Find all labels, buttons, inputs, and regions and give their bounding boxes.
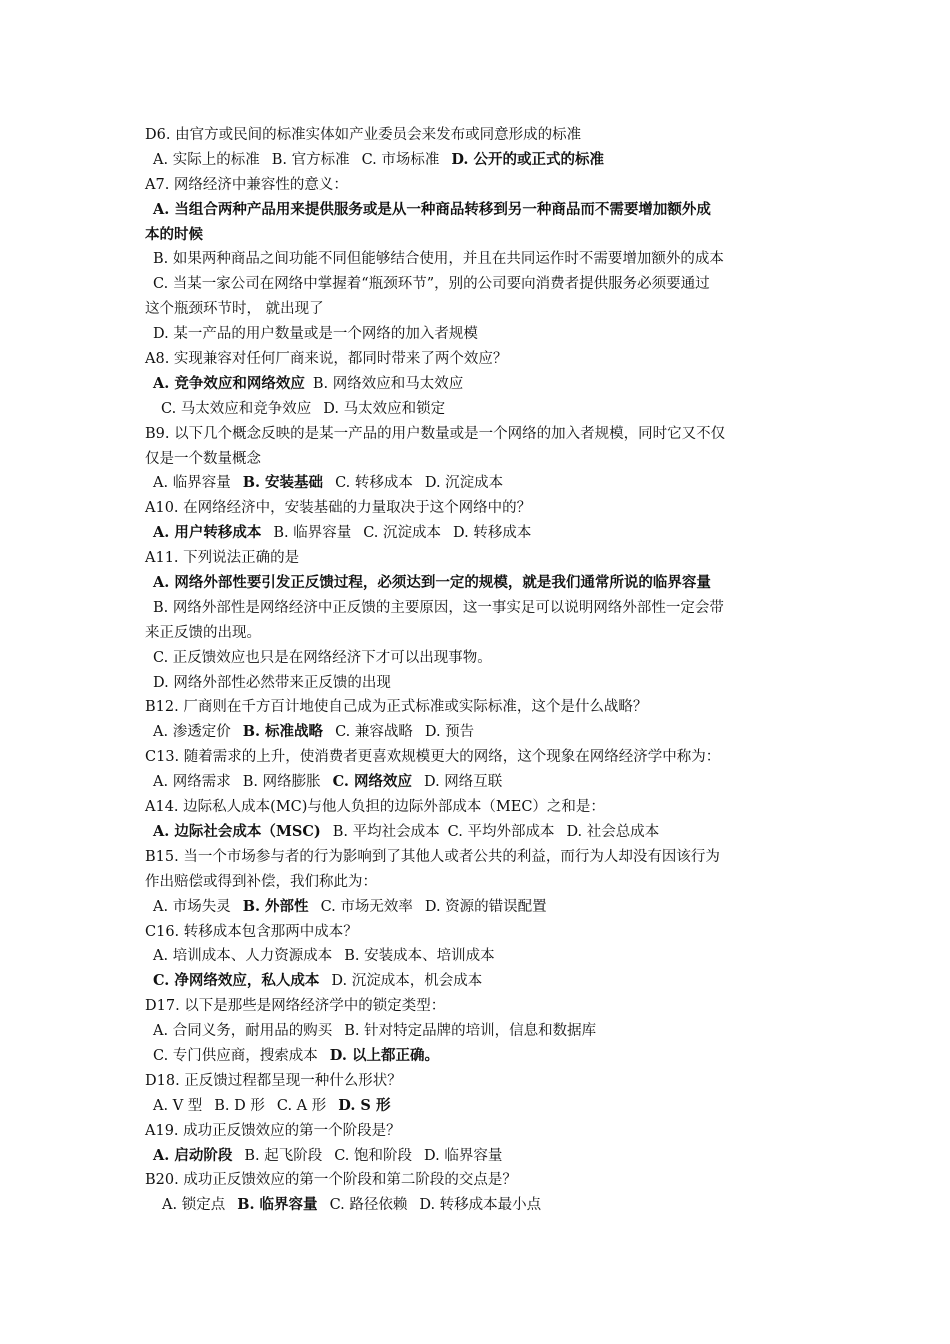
question-10: A10. 在网络经济中，安装基础的力量取决于这个网络中的？ (145, 500, 532, 517)
options-14: A. 边际社会成本（MSC) B. 平均社会成本 C. 平均外部成本 D. 社会总成本 (153, 822, 660, 840)
options-12: A. 渗透定价 B. 标准战略 C. 兼容战略 D. 预告 (153, 723, 475, 741)
correct-answer: A. 竞争效应和网络效应 (153, 374, 305, 392)
options-8-cd: C. 马太效应和竞争效应 D. 马太效应和锁定 (161, 400, 446, 417)
options-13: A. 网络需求 B. 网络膨胀 C. 网络效应 D. 网络互联 (153, 773, 503, 791)
question-19: A19. 成功正反馈效应的第一个阶段是？ (145, 1122, 401, 1139)
options-9: A. 临界容量 B. 安装基础 C. 转移成本 D. 沉淀成本 (153, 474, 504, 492)
option-b-11-continued: 来正反馈的出现。 (145, 624, 261, 641)
correct-answer: C. 净网络效应，私人成本 (153, 972, 320, 990)
correct-answer: B. 外部性 (242, 897, 309, 915)
question-6: D6. 由官方或民间的标准实体如产业委员会来发布或同意形成的标准 (145, 127, 582, 143)
question-15-continued: 作出赔偿或得到补偿，我们称此为： (145, 873, 377, 890)
options-8-ab: A. 竞争效应和网络效应 B. 网络效应和马太效应 (153, 374, 464, 392)
option-c-7: C. 当某一家公司在网络中掌握着“瓶颈环节”，别的公司要向消费者提供服务必须要通过 (153, 276, 710, 293)
document-page (145, 123, 815, 1218)
question-17: D17. 以下是那些是网络经济学中的锁定类型： (145, 998, 446, 1015)
correct-answer: A. 边际社会成本（MSC) (153, 822, 321, 840)
options-17-cd: C. 专门供应商，搜索成本 D. 以上都正确。 (153, 1046, 439, 1064)
options-19: A. 启动阶段 B. 起飞阶段 C. 饱和阶段 D. 临界容量 (153, 1146, 503, 1164)
question-16: C16. 转移成本包含那两中成本？ (145, 923, 358, 940)
options-18: A. V 型 B. D 形 C. A 形 D. S 形 (153, 1096, 391, 1114)
options-15: A. 市场失灵 B. 外部性 C. 市场无效率 D. 资源的错误配置 (153, 897, 547, 915)
question-14: A14. 边际私人成本(MC)与他人负担的边际外部成本（MEC）之和是： (145, 799, 605, 816)
option-d-7: D. 某一产品的用户数量或是一个网络的加入者规模 (153, 326, 478, 343)
correct-answer: A. 启动阶段 (153, 1146, 233, 1164)
option-c-7-continued: 这个瓶颈环节时， 就出现了 (145, 301, 324, 318)
question-9-continued: 仅是一个数量概念 (145, 450, 261, 467)
correct-answer: B. 安装基础 (242, 474, 324, 492)
options-16-cd: C. 净网络效应，私人成本 D. 沉淀成本，机会成本 (153, 972, 483, 990)
question-8: A8. 实现兼容对任何厂商来说，都同时带来了两个效应？ (145, 351, 508, 368)
option-b-11: B. 网络外部性是网络经济中正反馈的主要原因，这一事实足可以说明网络外部性一定会带 (153, 599, 724, 616)
options-20: A. 锁定点 B. 临界容量 C. 路径依赖 D. 转移成本最小点 (162, 1196, 542, 1214)
question-20: B20. 成功正反馈效应的第一个阶段和第二阶段的交点是？ (145, 1172, 517, 1189)
question-7: A7. 网络经济中兼容性的意义： (145, 176, 348, 193)
correct-answer: D. S 形 (338, 1096, 391, 1114)
question-12: B12. 厂商则在千方百计地使自己成为正式标准或实际标准，这个是什么战略？ (145, 699, 648, 716)
option-b-7: B. 如果两种商品之间功能不同但能够结合使用，并且在共同运作时不需要增加额外的成本 (153, 251, 724, 268)
correct-answer: D. 以上都正确。 (329, 1046, 439, 1064)
question-15: B15. 当一个市场参与者的行为影响到了其他人或者公共的利益，而行为人却没有因该行为 (145, 848, 720, 865)
options-6: A. 实际上的标准 B. 官方标准 C. 市场标准 D. 公开的或正式的标准 (153, 150, 605, 168)
correct-answer: A. 网络外部性要引发正反馈过程，必须达到一定的规模，就是我们通常所说的临界容量 (153, 574, 711, 592)
correct-answer: C. 网络效应 (332, 773, 412, 791)
question-11: A11. 下列说法正确的是 (145, 550, 300, 567)
correct-answer: B. 标准战略 (242, 723, 324, 741)
correct-answer-continued: 本的时候 (145, 225, 203, 243)
question-13: C13. 随着需求的上升，使消费者更喜欢规模更大的网络，这个现象在网络经济学中称为： (145, 749, 721, 766)
option-d-11: D. 网络外部性必然带来正反馈的出现 (153, 674, 391, 691)
options-10: A. 用户转移成本 B. 临界容量 C. 沉淀成本 D. 转移成本 (153, 524, 532, 542)
correct-answer: A. 当组合两种产品用来提供服务或是从一种商品转移到另一种商品而不需要增加额外成 (153, 200, 711, 218)
question-18: D18. 正反馈过程都呈现一种什么形状？ (145, 1072, 402, 1089)
options-17-ab: A. 合同义务，耐用品的购买 B. 针对特定品牌的培训，信息和数据库 (153, 1023, 597, 1040)
correct-answer: A. 用户转移成本 (153, 524, 262, 542)
correct-answer: B. 临界容量 (237, 1196, 318, 1214)
correct-answer: D. 公开的或正式的标准 (451, 150, 605, 168)
options-16-ab: A. 培训成本、人力资源成本 B. 安装成本、培训成本 (153, 948, 495, 965)
question-9: B9. 以下几个概念反映的是某一产品的用户数量或是一个网络的加入者规模，同时它又不仅 (145, 425, 726, 442)
option-c-11: C. 正反馈效应也只是在网络经济下才可以出现事物。 (153, 649, 492, 666)
